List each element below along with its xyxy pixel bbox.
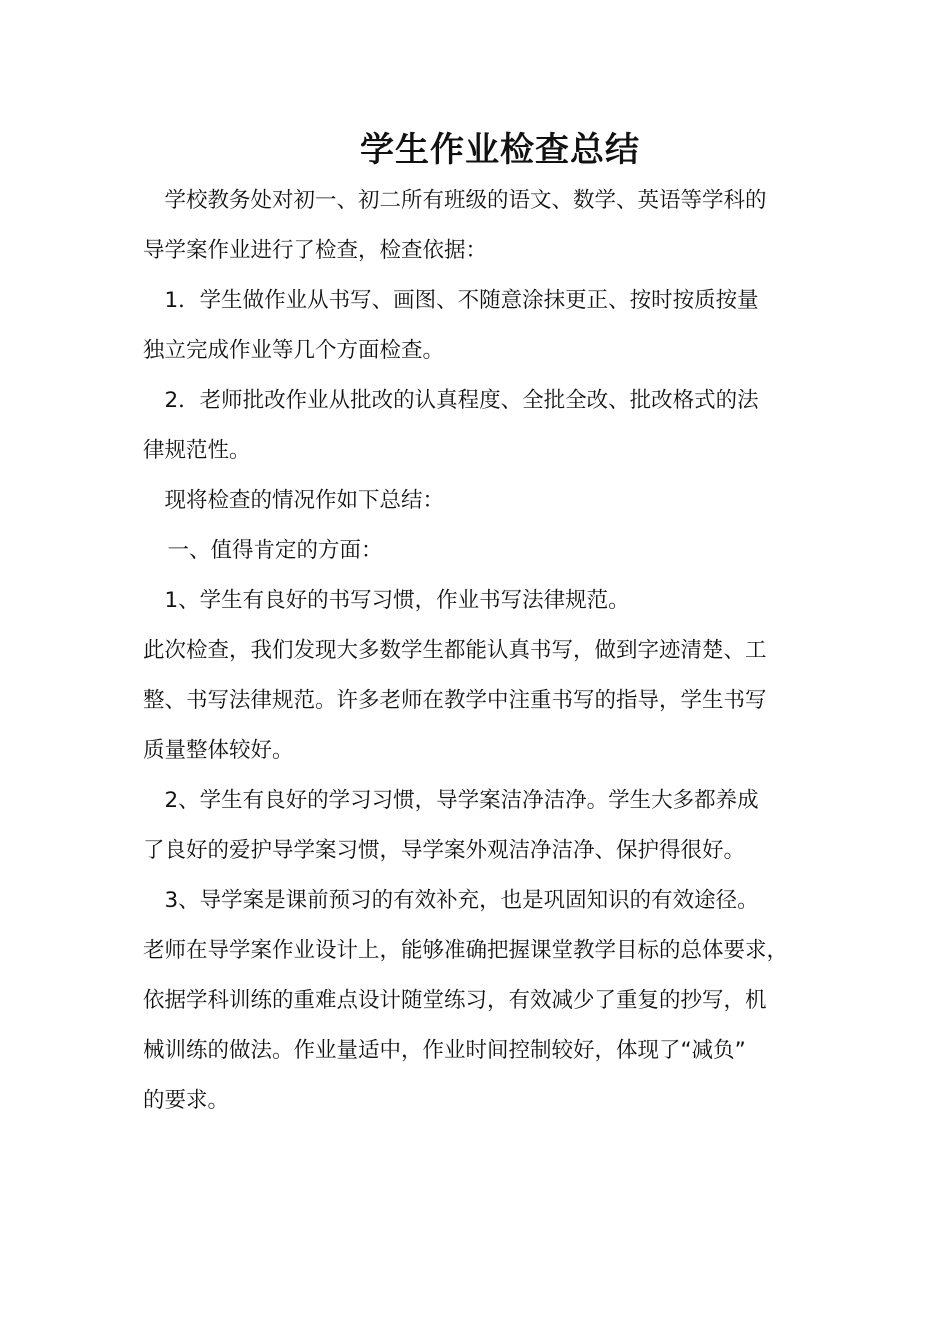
section-heading: 一、值得肯定的方面： <box>146 538 383 563</box>
paragraph-line: 1、学生有良好的书写习惯，作业书写法律规范。 <box>143 588 630 613</box>
paragraph-line: 现将检查的情况作如下总结： <box>143 488 445 513</box>
document-title: 学生作业检查总结 <box>360 130 640 170</box>
paragraph-line: 的要求。 <box>143 1088 230 1113</box>
paragraph-line: 整、书写法律规范。许多老师在教学中注重书写的指导，学生书写 <box>143 688 767 713</box>
paragraph-line: 导学案作业进行了检查，检查依据： <box>143 238 488 263</box>
paragraph-line: 老师在导学案作业设计上，能够准确把握课堂教学目标的总体要求， <box>143 938 789 963</box>
paragraph-line: 2．老师批改作业从批改的认真程度、全批全改、批改格式的法 <box>143 388 759 413</box>
paragraph-line: 1．学生做作业从书写、画图、不随意涂抹更正、按时按质按量 <box>143 288 759 313</box>
paragraph-line: 质量整体较好。 <box>143 738 294 763</box>
paragraph-line: 学校教务处对初一、初二所有班级的语文、数学、英语等学科的 <box>143 188 767 213</box>
paragraph-line: 依据学科训练的重难点设计随堂练习，有效减少了重复的抄写，机 <box>143 988 767 1013</box>
paragraph-line: 独立完成作业等几个方面检查。 <box>143 338 445 363</box>
paragraph-line: 械训练的做法。作业量适中，作业时间控制较好，体现了“减负” <box>143 1038 746 1063</box>
paragraph-line: 2、学生有良好的学习习惯，导学案洁净洁净。学生大多都养成 <box>143 788 759 813</box>
paragraph-line: 了良好的爱护导学案习惯，导学案外观洁净洁净、保护得很好。 <box>143 838 746 863</box>
paragraph-line: 此次检查，我们发现大多数学生都能认真书写，做到字迹清楚、工 <box>143 638 767 663</box>
paragraph-line: 律规范性。 <box>143 438 251 463</box>
paragraph-line: 3、导学案是课前预习的有效补充，也是巩固知识的有效途径。 <box>143 888 759 913</box>
